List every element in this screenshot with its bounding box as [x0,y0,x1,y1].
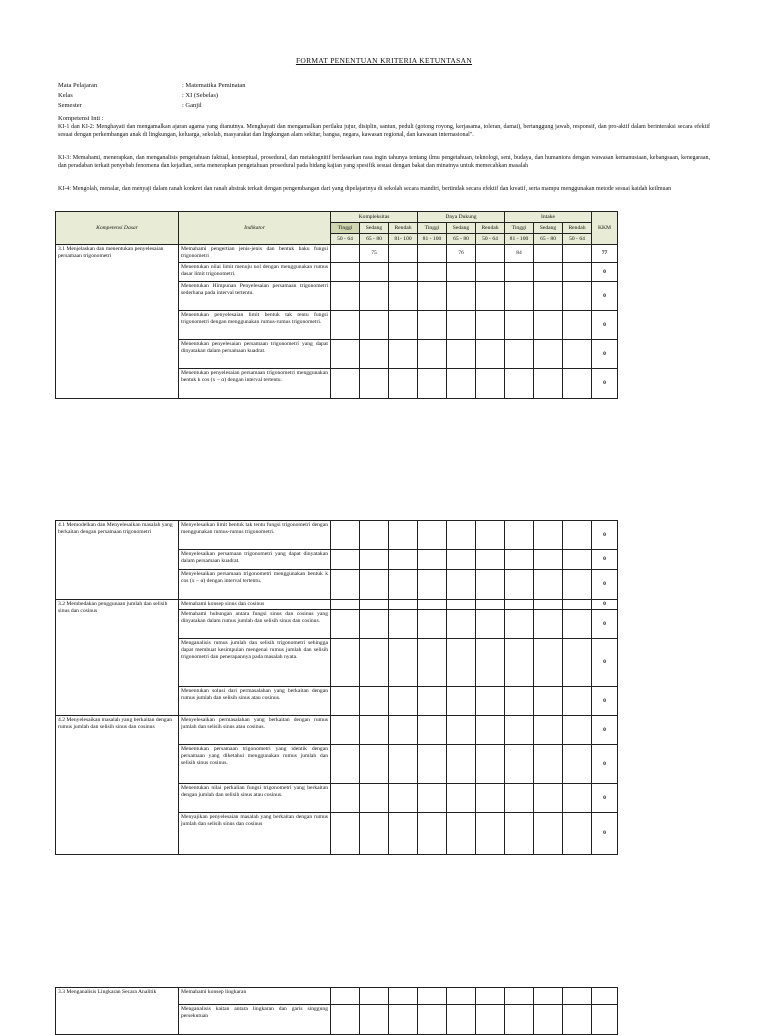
score-cell [563,1005,592,1035]
score-cell [360,521,389,550]
score-cell [534,988,563,1005]
score-cell [418,521,447,550]
score-cell [534,639,563,687]
score-cell [418,1005,447,1035]
score-cell: 76 [447,245,476,263]
kkm-cell: 0 [592,610,618,639]
score-cell [447,610,476,639]
score-cell [534,340,563,369]
score-cell [505,263,534,282]
score-cell [563,610,592,639]
score-cell [331,282,360,311]
indikator-cell: Menyelesaikan permasalahan yang berkaitan dengan rumus jumlah dan selisih sinus atau cosinus. [179,716,331,745]
kkm-cell: 0 [592,716,618,745]
table-row [56,600,618,610]
range-cell: 50 - 64 [476,234,505,245]
score-cell [331,988,360,1005]
score-cell [534,263,563,282]
score-cell [476,521,505,550]
indikator-cell: Menentukan penyelesaian persamaan trigonometri menggunakan bentuk k cos (x − α) dengan interval tertentu. [179,369,331,399]
indikator-cell: Menyajikan penyelesaian masalah yang berkaitan dengan rumus jumlah dan selisih sinus dan cosinus [179,813,331,855]
document-title: FORMAT PENENTUAN KRITERIA KETUNTASAN [295,56,473,65]
score-cell [331,687,360,716]
score-cell [331,600,360,610]
score-cell [447,745,476,784]
score-cell [476,550,505,570]
meta-label: Semester [58,102,82,109]
indikator-cell: Menyelesaikan persamaan trigonometri yang dapat dinyatakan dalam persamaan kuadrat. [179,550,331,570]
score-cell [476,784,505,813]
score-cell [360,369,389,399]
header-indikator: Indikator [179,212,331,245]
indikator-cell: Menentukan penyelesaian limit bentuk tak tentu fungsi trigonometri dengan menggunakan rumus-rumus trigonometri. [179,311,331,340]
indikator-cell: Memahami konsep lingkaran [179,988,331,1005]
score-cell [389,263,418,282]
score-cell [389,988,418,1005]
kkm-cell: 0 [592,340,618,369]
score-cell [505,600,534,610]
indikator-cell: Memahami konsep sinus dan cosinus [179,600,331,610]
kkm-cell: 0 [592,639,618,687]
kkm-cell: 0 [592,263,618,282]
kkm-cell: 0 [592,745,618,784]
score-cell [360,282,389,311]
score-cell [418,570,447,600]
ki-heading: Kompetensi Inti : [58,115,104,122]
kkm-table-block-3 [55,987,618,1035]
score-cell [418,988,447,1005]
ki-1-2: KI-1 dan KI-2: Menghayati dan mengamalkan ajaran agama yang dianutnya. Menghayati dan mengamalkan perilaku jujur, disiplin, santun, peduli (gotong royong, kerjasama, toleran, damai), bertanggung jawab, responsif, dan pro-aktif dalam berinteraksi secara efektif sesuai dengan perkembangan anak di lingkungan, keluarga, sekolah, masyarakat dan lingkungan alam sekitar, bangsa, negara, kawasan regional, dan kawasan internasional". [58,124,710,138]
score-cell [476,570,505,600]
score-cell [505,570,534,600]
score-cell [563,639,592,687]
kkm-cell: 0 [592,687,618,716]
score-cell [563,745,592,784]
score-cell [505,1005,534,1035]
score-cell [447,550,476,570]
kkm-cell [592,988,618,1005]
score-cell [389,550,418,570]
score-cell [505,988,534,1005]
kkm-cell: 0 [592,369,618,399]
score-cell [331,550,360,570]
score-cell [418,639,447,687]
score-cell [563,988,592,1005]
score-cell [563,600,592,610]
score-cell [360,340,389,369]
score-cell [563,550,592,570]
score-cell [476,716,505,745]
score-cell [331,716,360,745]
table-row [56,521,618,550]
score-cell [331,639,360,687]
score-cell [418,813,447,855]
score-cell [534,745,563,784]
score-cell [534,521,563,550]
score-cell [534,550,563,570]
header-kd: Kompetensi Dasar [56,212,179,245]
kd-cell: 4.2 Menyelesaikan masalah yang berkaitan dengan rumus jumlah dan selisih sinus dan cosinus [56,716,179,855]
score-cell [418,610,447,639]
score-cell [447,813,476,855]
score-cell [360,639,389,687]
kkm-cell: 0 [592,813,618,855]
table-row [56,988,618,1005]
score-cell [505,639,534,687]
range-cell: 50 - 64 [331,234,360,245]
level-cell: Tinggi [505,223,534,234]
score-cell [389,639,418,687]
level-cell: Rendah [389,223,418,234]
score-cell [505,610,534,639]
score-cell [476,988,505,1005]
score-cell [331,745,360,784]
indikator-cell: Menentukan penyelesaian persamaan trigonometri yang dapat dinyatakan dalam persamaan kuadrat. [179,340,331,369]
score-cell [447,369,476,399]
score-cell [563,716,592,745]
score-cell [360,784,389,813]
range-cell: 65 - 80 [447,234,476,245]
score-cell [389,687,418,716]
score-cell [476,340,505,369]
table-row [56,245,618,263]
score-cell [418,340,447,369]
level-cell: Sedang [360,223,389,234]
score-cell [360,687,389,716]
score-cell [563,784,592,813]
score-cell [476,687,505,716]
score-cell [418,311,447,340]
kkm-cell: 77 [592,245,618,263]
score-cell [505,784,534,813]
score-cell [331,610,360,639]
score-cell [476,263,505,282]
score-cell [418,687,447,716]
score-cell [418,550,447,570]
score-cell [447,1005,476,1035]
score-cell [505,550,534,570]
score-cell [563,282,592,311]
level-cell: Sedang [447,223,476,234]
score-cell [447,988,476,1005]
kkm-cell: 0 [592,550,618,570]
level-cell: Tinggi [418,223,447,234]
ki-4: KI-4: Mengolah, menalar, dan menyaji dalam ranah konkret dan ranah abstrak terkait dengan pengembangan dari yang dipelajarinya di sekolah secara mandiri, bertindak secara efektif dan kreatif, serta mampu menggunakan metode sesuai kaidah keilmuan [58,186,672,192]
score-cell [563,340,592,369]
indikator-cell: Menyelesaikan limit bentuk tak tentu fungsi trigonometri dengan menggunakan rumus-rumus trigonometri. [179,521,331,550]
score-cell [534,245,563,263]
range-cell: 81- 100 [389,234,418,245]
indikator-cell: Menyelesaikan persamaan trigonometri menggunakan bentuk k cos (x − α) dengan interval tertentu. [179,570,331,600]
score-cell [476,369,505,399]
score-cell [418,716,447,745]
kkm-cell: 0 [592,570,618,600]
score-cell [331,245,360,263]
score-cell [447,639,476,687]
score-cell [505,282,534,311]
score-cell [360,813,389,855]
score-cell [447,687,476,716]
kd-cell: 3.3 Menganalisis Lingkaran Secara Analitik [56,988,179,1035]
indikator-cell: Menganalisis kaitan antara lingkaran dan garis singgung persekutuan [179,1005,331,1035]
score-cell [360,716,389,745]
range-cell: 65 - 80 [534,234,563,245]
range-cell: 65 - 80 [360,234,389,245]
level-cell: Tinggi [331,223,360,234]
table-row [56,716,618,745]
score-cell [360,550,389,570]
score-cell [389,600,418,610]
score-cell [534,716,563,745]
score-cell [389,784,418,813]
level-cell: Rendah [476,223,505,234]
score-cell [563,521,592,550]
score-cell [534,570,563,600]
indikator-cell: Menentukan nilai perkalian fungsi trigonometri yang berkaitan dengan jumlah dan selisih sinus atau cosinus. [179,784,331,813]
score-cell [505,687,534,716]
range-cell: 81 - 100 [418,234,447,245]
score-cell [447,311,476,340]
score-cell [389,245,418,263]
score-cell [389,282,418,311]
score-cell [418,784,447,813]
score-cell [331,521,360,550]
score-cell [360,311,389,340]
score-cell [563,369,592,399]
score-cell [360,570,389,600]
score-cell [476,639,505,687]
score-cell [418,245,447,263]
header-kkm: KKM [592,212,618,245]
score-cell [418,369,447,399]
score-cell [505,813,534,855]
score-cell [476,813,505,855]
score-cell [476,1005,505,1035]
kd-cell: 3.2 Membedakan penggunaan jumlah dan selisih sinus dan cosinus [56,600,179,716]
score-cell [331,1005,360,1035]
indikator-cell: Menentukan Himpunan Penyelesaian persamaan trigonometri sederhana pada interval tertentu. [179,282,331,311]
score-cell [389,1005,418,1035]
indikator-cell: Menganalisis rumus jumlah dan selisih trigonometri sehingga dapat membuat kesimpulan mengenai rumus jumlah dan selisih trigonometri dan penerapannya pada masalah nyata. [179,639,331,687]
score-cell: 75 [360,245,389,263]
score-cell [534,600,563,610]
score-cell [389,570,418,600]
score-cell [360,1005,389,1035]
header-kompleksitas: Kompleksitas [331,212,418,223]
score-cell [505,716,534,745]
score-cell [447,716,476,745]
kkm-cell: 0 [592,521,618,550]
score-cell [389,610,418,639]
score-cell [534,311,563,340]
score-cell [476,282,505,311]
range-cell: 50 - 64 [563,234,592,245]
score-cell [505,521,534,550]
score-cell [389,716,418,745]
score-cell [563,570,592,600]
score-cell [360,600,389,610]
score-cell [447,282,476,311]
score-cell [331,340,360,369]
score-cell [476,600,505,610]
score-cell [389,813,418,855]
score-cell [418,745,447,784]
meta-value: : XI (Sebelas) [182,92,219,99]
score-cell [534,687,563,716]
indikator-cell: Memahami pengertian jenis-jenis dan bentuk baku fungsi trigonometri [179,245,331,263]
kkm-cell: 0 [592,311,618,340]
score-cell [476,610,505,639]
meta-value: : Matematika Peminatan [182,82,246,89]
score-cell [418,600,447,610]
score-cell [331,570,360,600]
ki-3: KI-3: Memahami, menerapkan, dan menganalisis pengetahuan faktual, konseptual, prosedural, dan metakognitif berdasarkan rasa ingin tahunya tentang ilmu pengetahuan, teknologi, seni, budaya, dan humaniora dengan wawasan kemanusiaan, kebangsaan, kenegaraan, dan peradaban terkait penyebab fenomena dan kejadian, serta menerapkan pengetahuan prosedural pada bidang kajian yang spesifik sesuai dengan bakat dan minatnya untuk memecahkan masalah [58,155,710,169]
score-cell [389,369,418,399]
indikator-cell: Menentukan persamaan trigonometri yang identik dengan persamaan yang diketahui menggunakan rumus jumlah dan selisih sinus cosinus. [179,745,331,784]
score-cell [447,600,476,610]
score-cell [418,282,447,311]
level-cell: Rendah [563,223,592,234]
score-cell [360,988,389,1005]
score-cell [389,521,418,550]
score-cell [447,263,476,282]
score-cell [476,311,505,340]
meta-label: Mata Pelajaran [58,82,98,89]
score-cell [534,784,563,813]
score-cell [389,340,418,369]
kkm-cell [592,1005,618,1035]
score-cell [447,784,476,813]
score-cell [563,687,592,716]
score-cell [505,369,534,399]
indikator-cell: Menentukan nilai limit menuju nol dengan menggunakan rumus dasar limit trigonometri. [179,263,331,282]
score-cell [331,311,360,340]
indikator-cell: Menentukan solusi dari permasalahan yang berkaitan dengan rumus jumlah dan selisih sinus atau cosinus. [179,687,331,716]
kkm-cell: 0 [592,282,618,311]
score-cell: 84 [505,245,534,263]
score-cell [505,311,534,340]
score-cell [534,1005,563,1035]
score-cell [331,263,360,282]
kd-cell: 4.1 Memodelkan dan Menyelesaikan masalah yang berkaitan dengan persamaan trigonometri [56,521,179,600]
level-cell: Sedang [534,223,563,234]
score-cell [360,263,389,282]
score-cell [534,282,563,311]
kkm-table-block-1 [55,211,618,399]
score-cell [447,570,476,600]
score-cell [563,311,592,340]
score-cell [331,784,360,813]
score-cell [389,311,418,340]
indikator-cell: Memahami hubungan antara fungsi sinus dan cosinus yang dinyatakan dalam rumus jumlah dan selisih sinus dan cosinus. [179,610,331,639]
score-cell [563,813,592,855]
score-cell [447,521,476,550]
score-cell [331,369,360,399]
kkm-cell: 0 [592,784,618,813]
score-cell [505,340,534,369]
score-cell [389,745,418,784]
score-cell [360,745,389,784]
score-cell [447,340,476,369]
score-cell [331,813,360,855]
score-cell [534,813,563,855]
score-cell [563,245,592,263]
range-cell: 81 - 100 [505,234,534,245]
score-cell [534,369,563,399]
score-cell [534,610,563,639]
header-intake: Intake [505,212,592,223]
score-cell [505,745,534,784]
score-cell [476,745,505,784]
score-cell [418,263,447,282]
score-cell [360,610,389,639]
kd-cell: 3.1 Menjelaskan dan menentukan penyelesaian persamaan trigonometri [56,245,179,399]
score-cell [563,263,592,282]
score-cell [476,245,505,263]
kkm-cell: 0 [592,600,618,610]
meta-value: : Ganjil [182,102,202,109]
meta-label: Kelas [58,92,73,99]
kkm-table-block-2 [55,520,618,855]
header-daya-dukung: Daya Dukung [418,212,505,223]
